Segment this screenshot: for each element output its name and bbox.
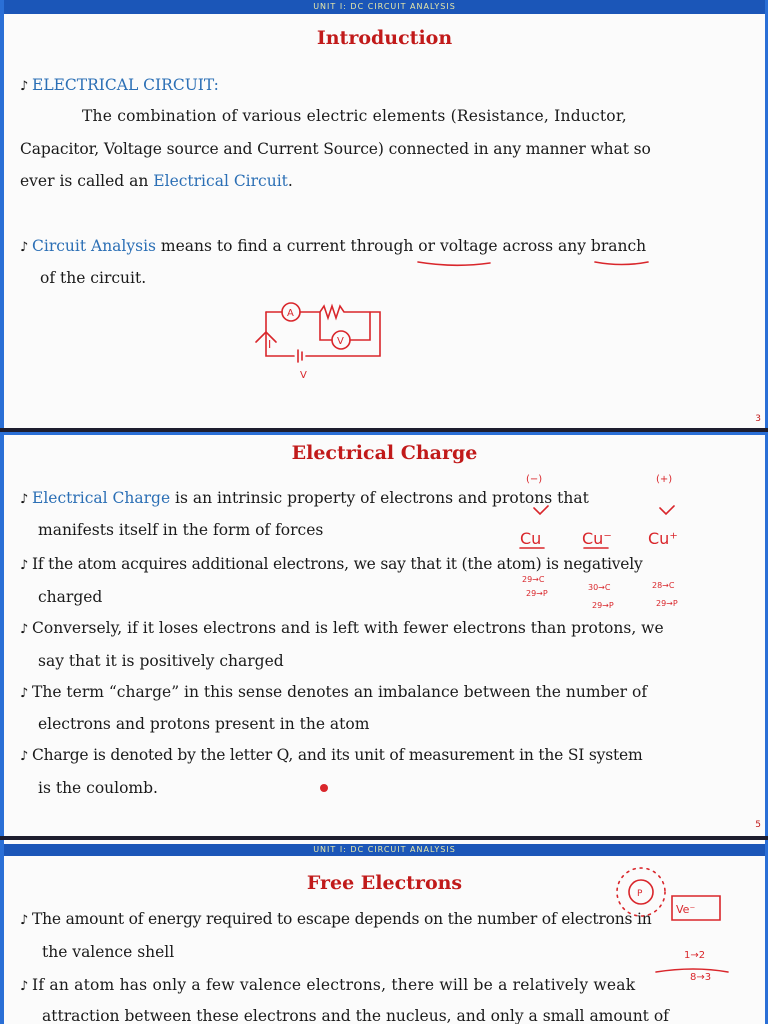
bullet-icon: ♪ <box>20 686 29 701</box>
cu-negative: Cu⁻ <box>582 529 612 548</box>
svg-text:8→3: 8→3 <box>690 972 712 983</box>
bullet-item: ♪ Conversely, if it loses electrons and is left with fewer electrons than protons, we <box>20 619 664 637</box>
bullet-circuit-analysis: ♪ Circuit Analysis means to find a current through or voltage across any branch <box>20 237 647 255</box>
bullet-item: ♪ The amount of energy required to escape depends on the number of electrons in <box>20 910 652 928</box>
svg-text:29→C: 29→C <box>522 575 545 584</box>
ammeter-label: A <box>287 308 294 319</box>
bullet-item: ♪ If an atom has only a few valence electrons, there will be a relatively weak <box>20 976 636 994</box>
svg-text:28→C: 28→C <box>652 581 675 590</box>
minus-note: (−) <box>526 474 543 485</box>
bullet-icon: ♪ <box>20 558 29 573</box>
handwritten-annotations <box>4 840 768 1024</box>
handwritten-circuit-sketch <box>4 0 768 428</box>
slide-title: Introduction <box>316 27 453 49</box>
paragraph-line: ever is called an Electrical Circuit. <box>20 172 293 190</box>
svg-text:1→2: 1→2 <box>684 950 706 961</box>
svg-text:29→P: 29→P <box>526 589 548 598</box>
unit-banner: UNIT I: DC CIRCUIT ANALYSIS <box>4 0 765 14</box>
bullet-item: ♪ Charge is denoted by the letter Q, and its unit of measurement in the SI system <box>20 746 643 764</box>
nucleus-label: P <box>637 889 643 899</box>
current-label: I <box>268 338 272 351</box>
bullet-continuation: electrons and protons present in the atom <box>38 715 370 733</box>
bullet-item: ♪ The term “charge” in this sense denotes an imbalance between the number of <box>20 683 648 701</box>
ve-label: Ve⁻ <box>676 903 696 916</box>
bullet-continuation: attraction between these electrons and the nucleus, and only a small amount of <box>42 1007 669 1024</box>
bullet-continuation: the valence shell <box>42 943 175 961</box>
slide-title: Free Electrons <box>306 872 463 894</box>
bullet-icon: ♪ <box>20 913 29 928</box>
page-number: 3 <box>755 414 761 424</box>
slide-title: Electrical Charge <box>291 442 478 464</box>
bullet-icon: ♪ <box>20 492 29 507</box>
handwritten-annotations <box>4 432 768 836</box>
cu-neutral: Cu <box>520 529 542 548</box>
bullet-continuation: is the coulomb. <box>38 779 158 797</box>
bullet-continuation: say that it is positively charged <box>38 652 284 670</box>
bullet-icon: ♪ <box>20 749 29 764</box>
bullet-icon: ♪ <box>20 79 29 94</box>
slide-introduction <box>0 0 768 428</box>
plus-note: (+) <box>656 474 673 485</box>
slide-free-electrons <box>0 840 768 1024</box>
paragraph-line: The combination of various electric elements (Resistance, Inductor, <box>82 107 627 125</box>
unit-banner: UNIT I: DC CIRCUIT ANALYSIS <box>4 844 765 856</box>
bullet-continuation: charged <box>38 588 103 606</box>
voltmeter-label: V <box>337 336 344 347</box>
svg-text:29→P: 29→P <box>592 601 614 610</box>
bullet-icon: ♪ <box>20 979 29 994</box>
paragraph-line: Capacitor, Voltage source and Current Source) connected in any manner what so <box>20 140 651 158</box>
bullet-item: ♪ Electrical Charge is an intrinsic property of electrons and protons that <box>20 489 589 507</box>
bullet-icon: ♪ <box>20 622 29 637</box>
slide-electrical-charge <box>0 432 768 836</box>
page-number: 5 <box>755 820 761 830</box>
voltage-label: V <box>300 370 307 381</box>
svg-text:30→C: 30→C <box>588 583 611 592</box>
bullet-item: ♪ If the atom acquires additional electrons, we say that it (the atom) is negatively <box>20 555 643 573</box>
bullet-icon: ♪ <box>20 240 29 255</box>
paragraph-line: of the circuit. <box>40 269 147 287</box>
section-heading: ♪ ELECTRICAL CIRCUIT: <box>20 76 219 94</box>
cu-positive: Cu⁺ <box>648 529 678 548</box>
bullet-continuation: manifests itself in the form of forces <box>38 521 324 539</box>
svg-text:29→P: 29→P <box>656 599 678 608</box>
